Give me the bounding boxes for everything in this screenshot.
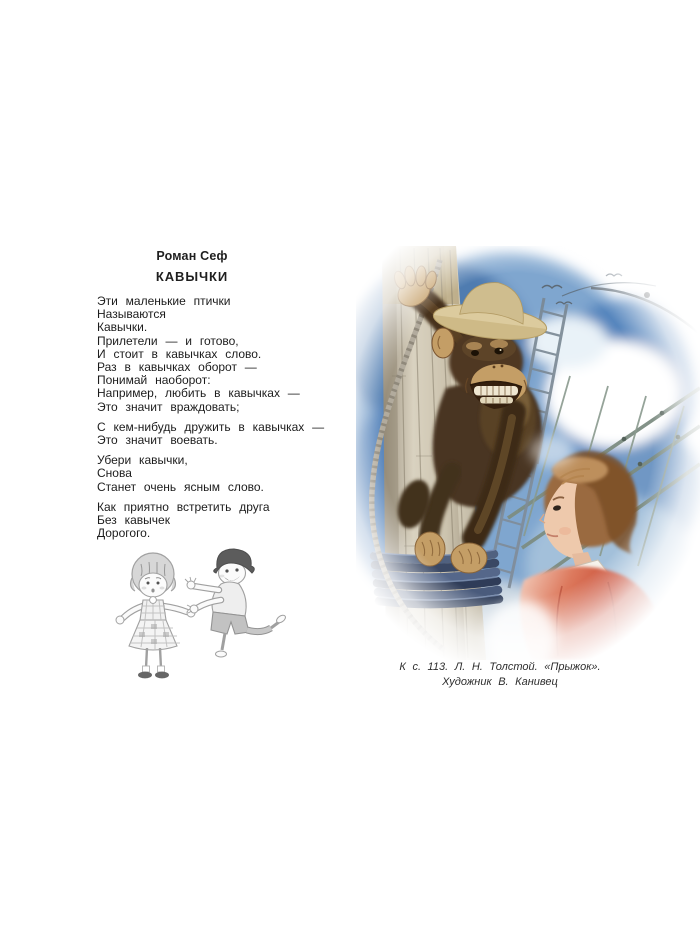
poem-line: И стоит в кавычках слово. <box>97 346 262 361</box>
poem-title: КАВЫЧКИ <box>155 269 229 284</box>
poem-line: Это значит враждовать; <box>97 399 240 414</box>
vignette <box>356 246 700 660</box>
poem-line: Понимай наоборот: <box>97 373 211 388</box>
poem-line: Станет очень ясным слово. <box>97 479 264 494</box>
poem-stanza-2 <box>97 421 347 447</box>
main-illustration <box>356 246 700 660</box>
poem-author: Роман Сеф <box>156 249 228 263</box>
children-sketch-illustration <box>95 542 301 682</box>
poem-stanza-4 <box>97 501 347 541</box>
poem-line: С кем-нибудь дружить в кавычках — <box>97 419 325 434</box>
poem-line: Называются <box>97 307 166 322</box>
poem-line: Это значит воевать. <box>97 433 218 448</box>
caption-line-1: К с. 113. Л. Н. Толстой. «Прыжок». <box>399 661 601 673</box>
poem-line: Без кавычек <box>97 513 170 528</box>
caption-line-2: Художник В. Канивец <box>442 675 558 688</box>
poem-stanza-1 <box>97 295 347 414</box>
poem-text <box>97 295 347 547</box>
poem-line: Как приятно встретить друга <box>97 499 270 514</box>
poem-line: Прилетели — и готово, <box>97 333 239 348</box>
poem-line: Снова <box>97 466 132 481</box>
poem-line: Убери кавычки, <box>97 453 188 468</box>
poem-line: Дорогого. <box>97 526 151 541</box>
poem-line: Раз в кавычках оборот — <box>97 360 257 375</box>
sketch-boy <box>185 549 287 657</box>
poem-line: Эти маленькие птички <box>97 294 231 308</box>
poem-line: Например, любить в кавычках — <box>97 386 300 401</box>
poem-line: Кавычки. <box>97 320 148 335</box>
poem-stanza-3 <box>97 454 347 494</box>
illustration-caption <box>350 660 650 689</box>
sketch-girl <box>116 553 195 678</box>
